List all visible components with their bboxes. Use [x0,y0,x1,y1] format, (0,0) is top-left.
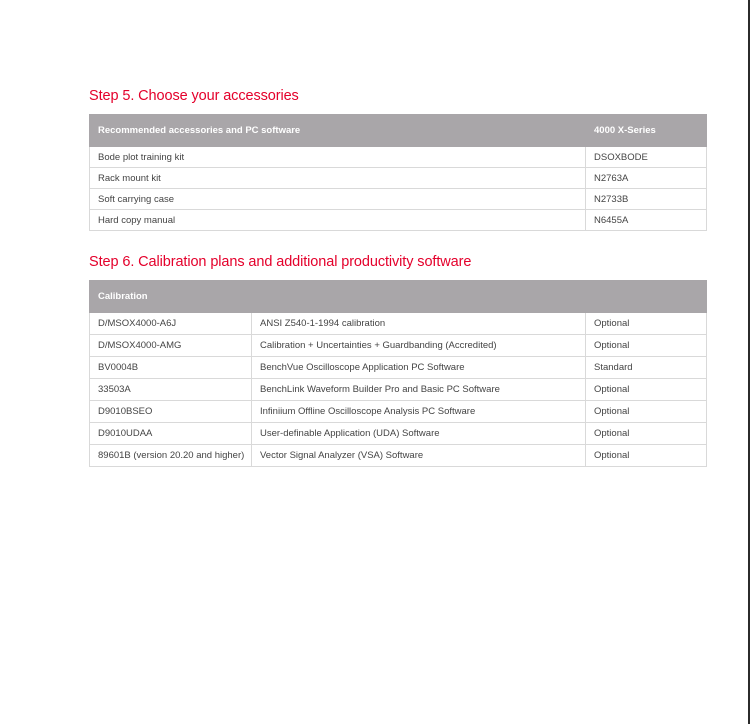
calibration-description: Vector Signal Analyzer (VSA) Software [252,445,586,467]
accessories-header-item: Recommended accessories and PC software [90,115,586,147]
accessory-part-number: N6455A [586,210,707,231]
table-row [90,189,707,210]
table-row [90,313,707,335]
calibration-description: ANSI Z540-1-1994 calibration [252,313,586,335]
calibration-part-number: D9010BSEO [90,401,252,423]
calibration-description: User-definable Application (UDA) Software [252,423,586,445]
accessory-name: Rack mount kit [90,168,586,189]
calibration-part-number: 89601B (version 20.20 and higher) [90,445,252,467]
accessories-header-series: 4000 X-Series [586,115,707,147]
calibration-availability: Optional [586,445,707,467]
table-row [90,168,707,189]
calibration-availability: Optional [586,423,707,445]
calibration-availability: Optional [586,401,707,423]
calibration-description: Infiniium Offline Oscilloscope Analysis PC Software [252,401,586,423]
accessory-name: Bode plot training kit [90,147,586,168]
table-row [90,379,707,401]
calibration-part-number: 33503A [90,379,252,401]
calibration-part-number: D9010UDAA [90,423,252,445]
accessory-name: Hard copy manual [90,210,586,231]
calibration-availability: Optional [586,335,707,357]
calibration-availability: Standard [586,357,707,379]
table-row [90,423,707,445]
accessories-table [89,114,707,231]
calibration-description: BenchLink Waveform Builder Pro and Basic PC Software [252,379,586,401]
table-row [90,335,707,357]
accessories-header-row [90,115,707,147]
calibration-availability: Optional [586,379,707,401]
accessory-part-number: N2733B [586,189,707,210]
table-row [90,357,707,379]
calibration-part-number: BV0004B [90,357,252,379]
table-row [90,210,707,231]
step5-title: Step 5. Choose your accessories [89,88,299,104]
table-row [90,147,707,168]
accessory-part-number: N2763A [586,168,707,189]
accessory-name: Soft carrying case [90,189,586,210]
accessory-part-number: DSOXBODE [586,147,707,168]
calibration-description: Calibration + Uncertainties + Guardbanding (Accredited) [252,335,586,357]
calibration-table [89,280,707,467]
calibration-header-row [90,281,707,313]
step6-title: Step 6. Calibration plans and additional productivity software [89,254,472,270]
table-row [90,401,707,423]
calibration-header: Calibration [90,281,707,313]
calibration-availability: Optional [586,313,707,335]
calibration-part-number: D/MSOX4000-A6J [90,313,252,335]
calibration-description: BenchVue Oscilloscope Application PC Software [252,357,586,379]
table-row [90,445,707,467]
calibration-part-number: D/MSOX4000-AMG [90,335,252,357]
